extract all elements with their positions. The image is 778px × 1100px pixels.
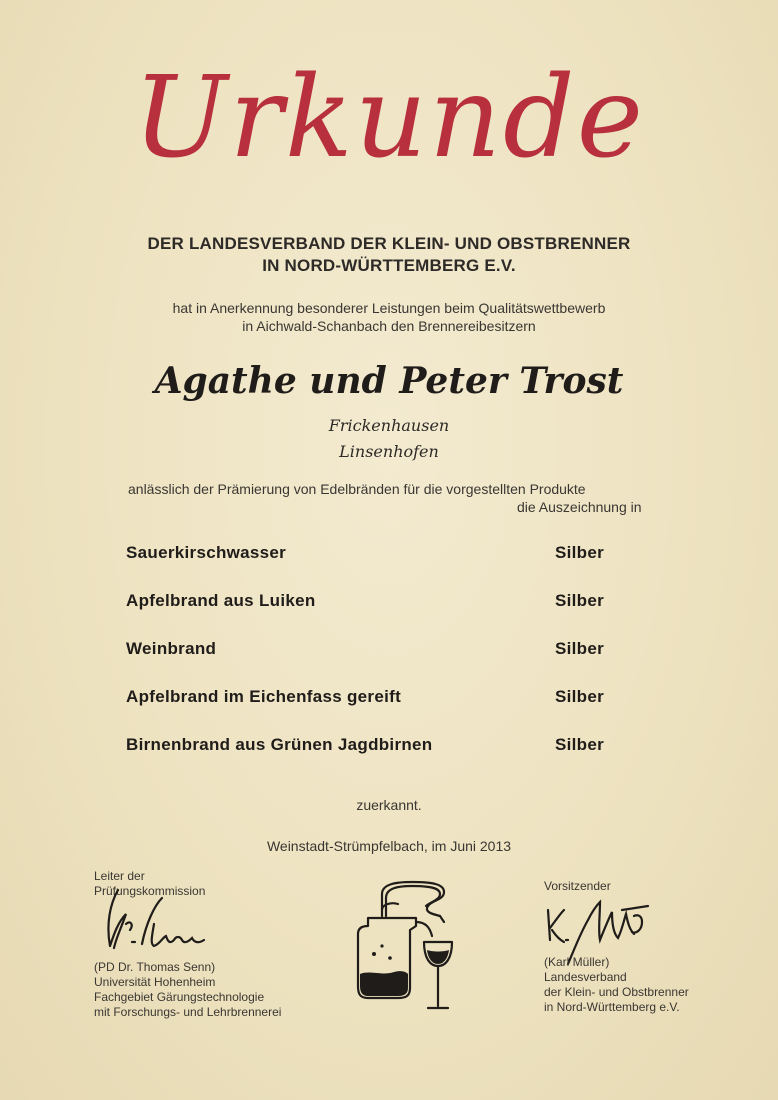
dateline: Weinstadt-Strümpfelbach, im Juni 2013 <box>266 838 512 854</box>
right-affiliation-line-1: Landesverband <box>544 970 627 984</box>
left-signatory-details <box>94 960 281 1020</box>
award-row <box>0 591 778 615</box>
awarded-text: zuerkannt. <box>356 797 422 813</box>
reason-line-2: die Auszeichnung in <box>517 499 642 515</box>
intro-line-1: hat in Anerkennung besonderer Leistungen beim Qualitätswettbewerb <box>172 300 606 316</box>
right-signatory-title: Vorsitzender <box>544 879 611 893</box>
award-grade: Silber <box>555 639 605 658</box>
award-product: Birnenbrand aus Grünen Jagdbirnen <box>126 735 433 754</box>
reason-line-1: anlässlich der Prämierung von Edelbränden für die vorgestellten Produkte <box>128 481 586 497</box>
distillery-still-and-glass-icon <box>352 870 470 1020</box>
award-grade: Silber <box>555 543 605 562</box>
award-grade: Silber <box>555 687 605 706</box>
left-signatory-name: (PD Dr. Thomas Senn) <box>94 960 216 974</box>
recipient-name: Agathe und Peter Trost <box>154 360 624 402</box>
left-affiliation-line-2: Fachgebiet Gärungstechnologie <box>94 990 265 1004</box>
award-row <box>0 543 778 567</box>
intro-line-2: in Aichwald-Schanbach den Brennereibesitzern <box>242 318 536 334</box>
left-affiliation-line-3: mit Forschungs- und Lehrbrennerei <box>94 1005 282 1019</box>
left-affiliation-line-1: Universität Hohenheim <box>94 975 216 989</box>
award-product: Weinbrand <box>126 639 217 658</box>
award-product: Apfelbrand im Eichenfass gereift <box>126 687 402 706</box>
left-title-line-2: Prüfungskommission <box>94 884 206 898</box>
right-affiliation-line-3: in Nord-Württemberg e.V. <box>544 1000 680 1014</box>
certificate-title: Urkunde <box>132 53 646 183</box>
award-row <box>0 735 778 759</box>
award-grade: Silber <box>555 735 605 754</box>
right-signatory-name: (Karl Müller) <box>544 955 610 969</box>
place-line-1: Frickenhausen <box>328 416 450 435</box>
award-row <box>0 687 778 711</box>
left-signature <box>96 884 214 956</box>
award-row <box>0 639 778 663</box>
left-title-line-1: Leiter der <box>94 869 145 883</box>
award-grade: Silber <box>555 591 605 610</box>
award-product: Apfelbrand aus Luiken <box>126 591 316 610</box>
organization-line-1: DER LANDESVERBAND DER KLEIN- UND OBSTBRENNER <box>147 234 631 253</box>
award-product: Sauerkirschwasser <box>126 543 287 562</box>
organization-line-2: IN NORD-WÜRTTEMBERG E.V. <box>262 256 516 275</box>
right-affiliation-line-2: der Klein- und Obstbrenner <box>544 985 689 999</box>
place-line-2: Linsenhofen <box>339 442 439 461</box>
right-signatory-details <box>544 955 689 1015</box>
